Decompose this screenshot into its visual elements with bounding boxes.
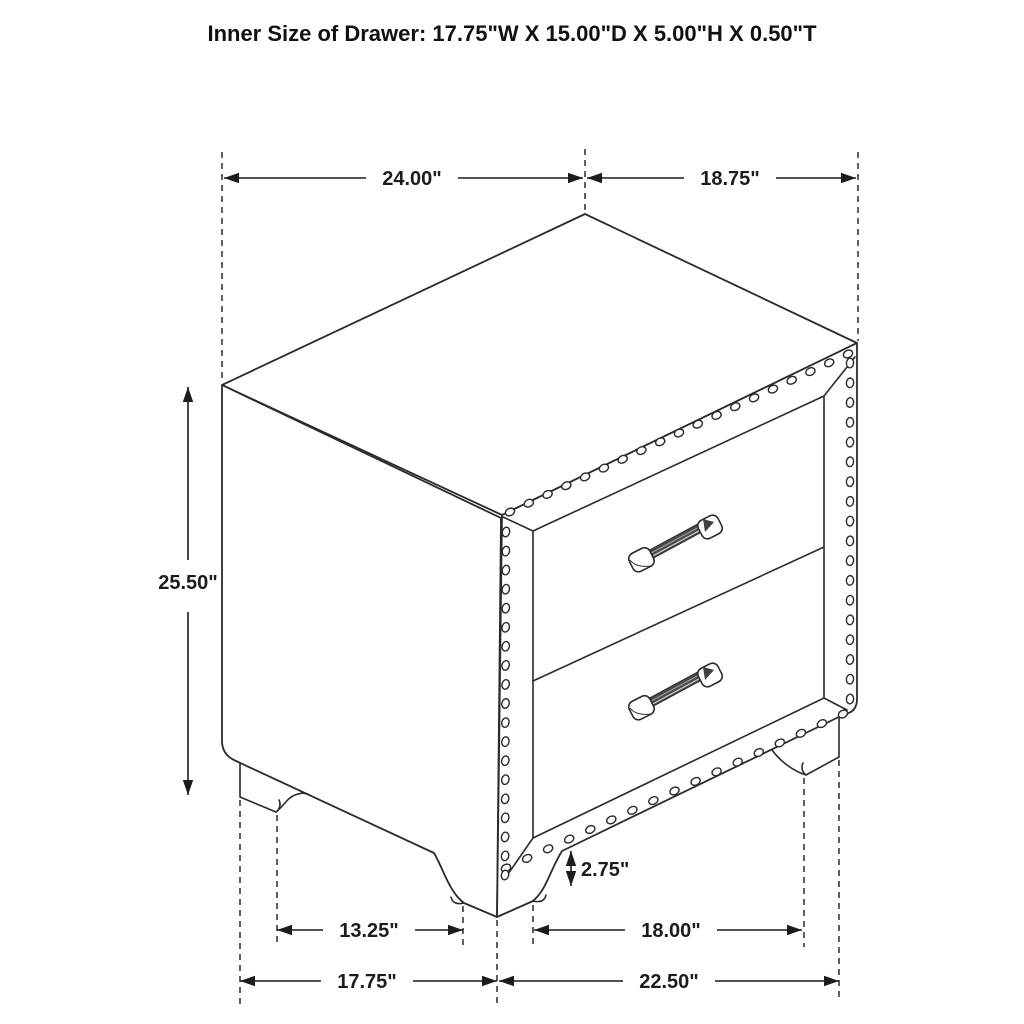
dim-label-leg-height: 2.75"	[581, 859, 630, 881]
right-band-stud	[846, 358, 854, 368]
right-band-stud	[846, 457, 854, 467]
right-band-stud	[846, 516, 854, 526]
right-band-stud	[846, 378, 854, 388]
right-band-stud	[846, 417, 854, 427]
dimension-height	[158, 387, 218, 795]
right-band-stud	[846, 397, 854, 407]
back-left-leg-curl	[276, 800, 280, 812]
dimension-floor-depth	[499, 971, 839, 993]
right-band-stud	[846, 536, 854, 546]
dimension-top-depth	[587, 168, 856, 190]
dim-label-leg-span-front-left: 13.25"	[339, 920, 399, 942]
nightstand-drawing	[222, 214, 857, 917]
dimension-leg-span-front-right	[534, 920, 802, 942]
dimension-leg-height	[566, 851, 630, 886]
dim-label-floor-depth: 22.50"	[639, 971, 699, 993]
dimension-floor-width	[240, 971, 497, 993]
dim-label-leg-span-front-right: 18.00"	[641, 920, 701, 942]
right-band-stud	[846, 654, 854, 664]
right-band-stud	[846, 496, 854, 506]
right-band-stud	[846, 615, 854, 625]
dimension-top-width	[224, 168, 583, 190]
dimension-leg-span-front-left	[277, 920, 463, 942]
right-band-stud	[846, 674, 854, 684]
right-band-stud	[846, 575, 854, 585]
right-band-stud	[846, 476, 854, 486]
diagram-title: Inner Size of Drawer: 17.75"W X 15.00"D X 5.00"H X 0.50"T	[207, 21, 817, 46]
dim-label-floor-width: 17.75"	[337, 971, 397, 993]
right-band-stud	[846, 595, 854, 605]
dim-label-height: 25.50"	[158, 572, 218, 594]
right-band-stud	[846, 437, 854, 447]
right-band-stud	[846, 635, 854, 645]
dim-label-top-depth: 18.75"	[700, 168, 760, 190]
right-band-stud	[846, 694, 854, 704]
right-band-stud	[846, 555, 854, 565]
dim-label-top-width: 24.00"	[382, 168, 442, 190]
